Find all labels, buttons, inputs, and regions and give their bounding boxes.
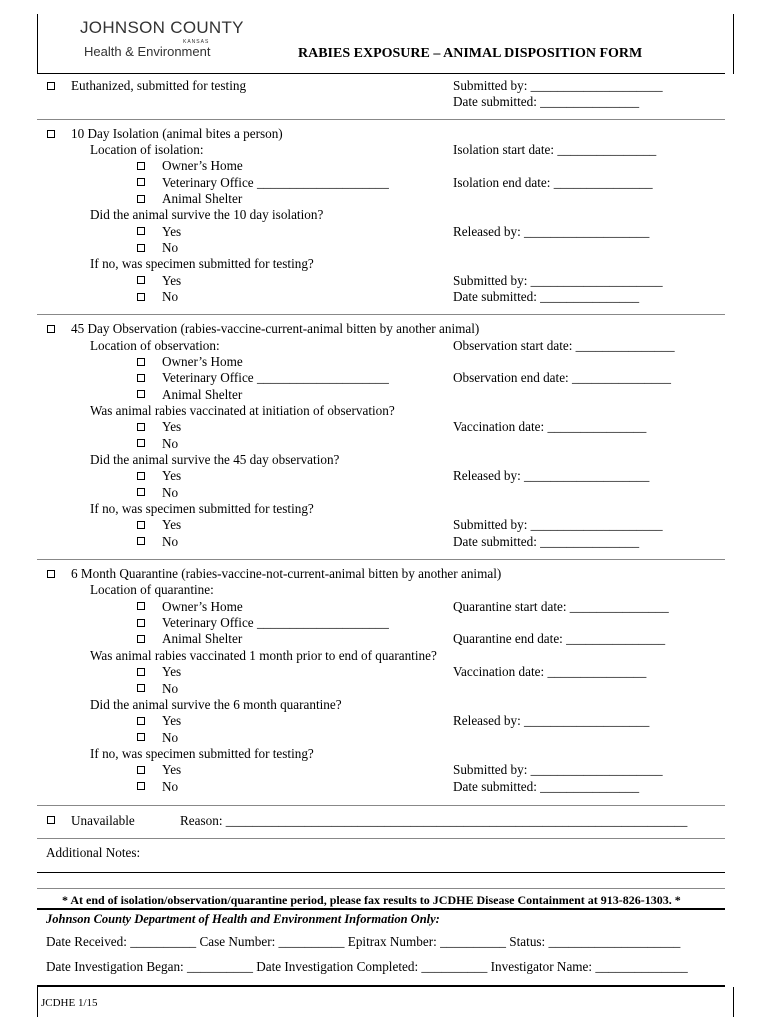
s1-date-submitted-field[interactable]: Date submitted: _______________	[453, 94, 640, 109]
s1-submitted-by-field[interactable]: Submitted by: ____________________	[453, 78, 663, 93]
obs-owner-label: Owner’s Home	[162, 354, 243, 369]
obs-specimen-no-checkbox[interactable]	[137, 537, 145, 545]
iso-vet-field[interactable]: Veterinary Office ____________________	[162, 175, 389, 190]
isolation-start-field[interactable]: Isolation start date: _______________	[453, 142, 657, 157]
divider	[37, 314, 725, 315]
qua-vacc-yes-label: Yes	[162, 664, 182, 679]
obs-specimen-question: If no, was specimen submitted for testing?	[90, 501, 314, 516]
qua-owner-checkbox[interactable]	[137, 602, 145, 610]
divider	[37, 838, 725, 839]
obs-survive-no-checkbox[interactable]	[137, 488, 145, 496]
qua-submitted-by-field[interactable]: Submitted by: ____________________	[453, 762, 663, 777]
euthanized-label: Euthanized, submitted for testing	[71, 78, 247, 93]
logo-state: KANSAS	[183, 39, 210, 45]
iso-specimen-question: If no, was specimen submitted for testing?	[90, 256, 314, 271]
isolation-checkbox[interactable]	[47, 130, 55, 138]
obs-vet-field[interactable]: Veterinary Office ____________________	[162, 370, 389, 385]
qua-survive-yes-checkbox[interactable]	[137, 717, 145, 725]
iso-specimen-no-label: No	[162, 289, 179, 304]
iso-survive-yes-checkbox[interactable]	[137, 227, 145, 235]
quarantine-label: 6 Month Quarantine (rabies-vaccine-not-current-animal bitten by another animal)	[71, 566, 502, 581]
qua-vacc-yes-checkbox[interactable]	[137, 668, 145, 676]
qua-shelter-label: Animal Shelter	[162, 631, 243, 646]
iso-shelter-checkbox[interactable]	[137, 195, 145, 203]
obs-specimen-yes-label: Yes	[162, 517, 182, 532]
obs-specimen-yes-checkbox[interactable]	[137, 521, 145, 529]
observation-label: 45 Day Observation (rabies-vaccine-current-animal bitten by another animal)	[71, 321, 480, 336]
qua-vet-field[interactable]: Veterinary Office ____________________	[162, 615, 389, 630]
qua-vacc-no-label: No	[162, 681, 179, 696]
isolation-location-label: Location of isolation:	[90, 142, 204, 157]
obs-released-field[interactable]: Released by: ___________________	[453, 468, 650, 483]
qua-vet-checkbox[interactable]	[137, 619, 145, 627]
qua-vacc-question: Was animal rabies vaccinated 1 month prior to end of quarantine?	[90, 648, 437, 663]
iso-specimen-yes-checkbox[interactable]	[137, 276, 145, 284]
page-title: RABIES EXPOSURE – ANIMAL DISPOSITION FORM	[298, 46, 643, 61]
qua-survive-question: Did the animal survive the 6 month quarantine?	[90, 697, 342, 712]
qua-date-submitted-field[interactable]: Date submitted: _______________	[453, 779, 640, 794]
obs-shelter-checkbox[interactable]	[137, 390, 145, 398]
notes-label: Additional Notes:	[46, 845, 141, 860]
unavailable-label: Unavailable	[71, 813, 135, 828]
qua-vacc-no-checkbox[interactable]	[137, 684, 145, 692]
iso-released-field[interactable]: Released by: ___________________	[453, 224, 650, 239]
isolation-label: 10 Day Isolation (animal bites a person)	[71, 126, 283, 141]
iso-submitted-by-field[interactable]: Submitted by: ____________________	[453, 273, 663, 288]
divider	[37, 119, 725, 120]
iso-specimen-no-checkbox[interactable]	[137, 293, 145, 301]
obs-specimen-no-label: No	[162, 534, 179, 549]
observation-end-field[interactable]: Observation end date: _______________	[453, 370, 671, 385]
obs-survive-yes-checkbox[interactable]	[137, 472, 145, 480]
fax-note: * At end of isolation/observation/quarantine period, please fax results to JCDHE Disease Containment at 913-826-1303. *	[62, 893, 681, 907]
obs-vacc-yes-label: Yes	[162, 419, 182, 434]
obs-date-submitted-field[interactable]: Date submitted: _______________	[453, 534, 640, 549]
iso-survive-yes-label: Yes	[162, 224, 182, 239]
footer-divider	[37, 908, 725, 910]
observation-checkbox[interactable]	[47, 325, 55, 333]
qua-survive-yes-label: Yes	[162, 713, 182, 728]
obs-survive-no-label: No	[162, 485, 179, 500]
qua-vacc-date-field[interactable]: Vaccination date: _______________	[453, 664, 647, 679]
form-code: JCDHE 1/15	[41, 997, 98, 1009]
logo-text: JOHNSON COUNTY	[80, 18, 244, 37]
obs-vacc-yes-checkbox[interactable]	[137, 423, 145, 431]
qua-specimen-no-label: No	[162, 779, 179, 794]
qua-survive-no-checkbox[interactable]	[137, 733, 145, 741]
obs-shelter-label: Animal Shelter	[162, 387, 243, 402]
qua-specimen-yes-checkbox[interactable]	[137, 766, 145, 774]
iso-owner-checkbox[interactable]	[137, 162, 145, 170]
footer-right-border	[733, 987, 734, 1017]
obs-vacc-no-checkbox[interactable]	[137, 439, 145, 447]
reason-field[interactable]: Reason: ______________________________________________________________________	[180, 813, 688, 828]
qua-shelter-checkbox[interactable]	[137, 635, 145, 643]
isolation-end-field[interactable]: Isolation end date: _______________	[453, 175, 653, 190]
iso-shelter-label: Animal Shelter	[162, 191, 243, 206]
divider	[37, 805, 725, 806]
qua-released-field[interactable]: Released by: ___________________	[453, 713, 650, 728]
qua-specimen-no-checkbox[interactable]	[137, 782, 145, 790]
qua-owner-label: Owner’s Home	[162, 599, 243, 614]
bottom-divider	[37, 985, 725, 987]
quarantine-start-field[interactable]: Quarantine start date: _______________	[453, 599, 669, 614]
quarantine-end-field[interactable]: Quarantine end date: _______________	[453, 631, 666, 646]
obs-vet-checkbox[interactable]	[137, 374, 145, 382]
euthanized-checkbox[interactable]	[47, 82, 55, 90]
obs-owner-checkbox[interactable]	[137, 358, 145, 366]
obs-vacc-question: Was animal rabies vaccinated at initiation of observation?	[90, 403, 395, 418]
iso-specimen-yes-label: Yes	[162, 273, 182, 288]
notes-line[interactable]	[37, 872, 725, 873]
right-border	[733, 14, 734, 74]
observation-start-field[interactable]: Observation start date: _______________	[453, 338, 675, 353]
obs-survive-question: Did the animal survive the 45 day observation?	[90, 452, 340, 467]
iso-survive-no-checkbox[interactable]	[137, 244, 145, 252]
header-divider	[37, 73, 725, 74]
footer-left-border	[37, 987, 38, 1017]
obs-survive-yes-label: Yes	[162, 468, 182, 483]
obs-submitted-by-field[interactable]: Submitted by: ____________________	[453, 517, 663, 532]
iso-survive-no-label: No	[162, 240, 179, 255]
quarantine-location-label: Location of quarantine:	[90, 582, 214, 597]
observation-location-label: Location of observation:	[90, 338, 220, 353]
logo-subtitle: Health & Environment	[84, 44, 211, 59]
iso-vet-checkbox[interactable]	[137, 178, 145, 186]
qua-specimen-yes-label: Yes	[162, 762, 182, 777]
iso-owner-label: Owner’s Home	[162, 158, 243, 173]
unavailable-checkbox[interactable]	[47, 816, 55, 824]
qua-survive-no-label: No	[162, 730, 179, 745]
office-row-1[interactable]: Date Received: __________ Case Number: __________ Epitrax Number: __________ Status: ____________________	[46, 934, 681, 949]
divider	[37, 559, 725, 560]
iso-survive-question: Did the animal survive the 10 day isolation?	[90, 207, 324, 222]
office-only-label: Johnson County Department of Health and Environment Information Only:	[46, 912, 440, 926]
obs-vacc-no-label: No	[162, 436, 179, 451]
iso-date-submitted-field[interactable]: Date submitted: _______________	[453, 289, 640, 304]
obs-vacc-date-field[interactable]: Vaccination date: _______________	[453, 419, 647, 434]
left-border	[37, 14, 38, 74]
office-row-2[interactable]: Date Investigation Began: __________ Date Investigation Completed: __________ Investigator Name: ______________	[46, 959, 688, 974]
quarantine-checkbox[interactable]	[47, 570, 55, 578]
qua-specimen-question: If no, was specimen submitted for testing?	[90, 746, 314, 761]
notes-line[interactable]	[37, 888, 725, 889]
